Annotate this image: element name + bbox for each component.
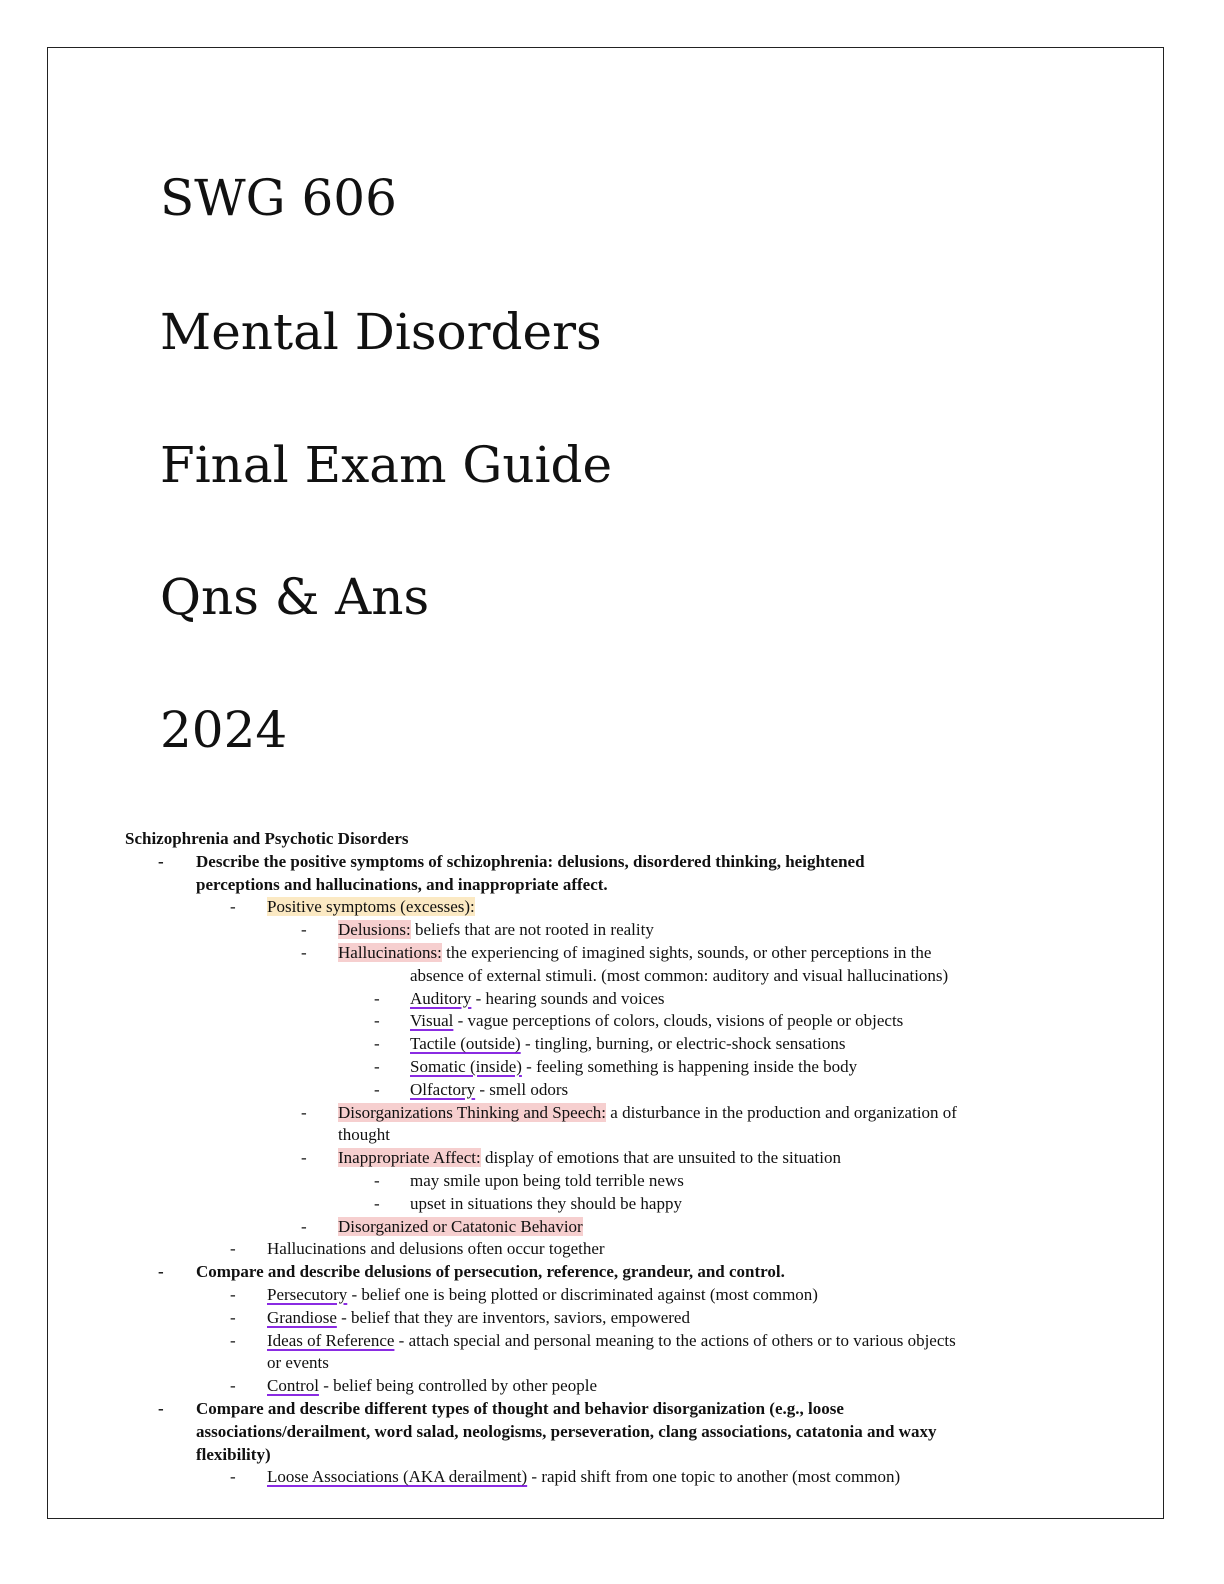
bullet: - xyxy=(374,1034,380,1054)
term-olfactory: Olfactory xyxy=(410,1079,476,1099)
bullet: - xyxy=(301,942,307,962)
bullet: - xyxy=(230,1330,236,1350)
list-item xyxy=(125,1033,1085,1056)
list-item xyxy=(125,942,1085,965)
bullet: - xyxy=(374,1193,380,1213)
list-item xyxy=(125,1147,1085,1170)
list-item xyxy=(125,1056,1085,1079)
bullet: - xyxy=(374,1079,380,1099)
term-delusions: Delusions: xyxy=(338,920,411,940)
bullet: - xyxy=(301,1102,307,1122)
study-outline xyxy=(125,828,1085,1489)
bullet: - xyxy=(230,897,236,917)
bullet: - xyxy=(301,1216,307,1236)
question-disorganization xyxy=(125,1398,1085,1421)
bullet: - xyxy=(230,1239,236,1259)
qa-label: Qns & Ans xyxy=(160,568,430,626)
definition: - belief that they are inventors, saviors, empowered xyxy=(336,1307,690,1327)
question-text-continued: flexibility) xyxy=(196,1444,271,1464)
list-item xyxy=(125,1330,1085,1353)
bullet: - xyxy=(374,988,380,1008)
definition: - belief one is being plotted or discriminated against (most common) xyxy=(347,1284,818,1304)
example: may smile upon being told terrible news xyxy=(410,1170,684,1190)
positive-symptoms-label: Positive symptoms (excesses): xyxy=(267,897,475,917)
list-item xyxy=(125,1193,1085,1216)
list-item xyxy=(125,919,1085,942)
term-catatonic-behavior: Disorganized or Catatonic Behavior xyxy=(338,1216,583,1236)
term-persecutory: Persecutory xyxy=(267,1284,348,1304)
bullet: - xyxy=(230,1467,236,1487)
course-subject: Mental Disorders xyxy=(160,303,602,361)
example: upset in situations they should be happy xyxy=(410,1193,682,1213)
list-item xyxy=(125,1216,1085,1239)
term-loose-associations: Loose Associations (AKA derailment) xyxy=(267,1467,528,1487)
definition-continued: thought xyxy=(338,1125,390,1145)
section-heading: Schizophrenia and Psychotic Disorders xyxy=(125,829,409,848)
term-control: Control xyxy=(267,1376,319,1396)
term-inappropriate-affect: Inappropriate Affect: xyxy=(338,1148,481,1168)
bullet: - xyxy=(158,1398,164,1418)
bullet: - xyxy=(158,851,164,871)
list-item xyxy=(125,1375,1085,1398)
question-delusion-types xyxy=(125,1261,1085,1284)
term-grandiose: Grandiose xyxy=(267,1307,337,1327)
definition: - smell odors xyxy=(475,1079,569,1099)
bullet: - xyxy=(374,1011,380,1031)
term-visual: Visual xyxy=(410,1011,454,1031)
term-somatic: Somatic (inside) xyxy=(410,1056,522,1076)
question-text: Compare and describe different types of thought and behavior disorganization (e.g., loose xyxy=(196,1398,844,1418)
note: Hallucinations and delusions often occur together xyxy=(267,1239,605,1259)
question-positive-symptoms xyxy=(125,851,1085,874)
list-item xyxy=(125,988,1085,1011)
definition: - belief being controlled by other people xyxy=(318,1376,597,1396)
definition: - hearing sounds and voices xyxy=(471,988,665,1008)
definition: - feeling something is happening inside the body xyxy=(521,1056,858,1076)
document-type: Final Exam Guide xyxy=(160,436,613,494)
bullet: - xyxy=(230,1376,236,1396)
list-item xyxy=(125,1466,1085,1489)
definition: - tingling, burning, or electric-shock sensations xyxy=(520,1034,846,1054)
list-item xyxy=(125,1307,1085,1330)
question-text-continued: associations/derailment, word salad, neologisms, perseveration, clang associations, catatonia and waxy xyxy=(196,1421,937,1441)
term-ideas-of-reference: Ideas of Reference xyxy=(267,1330,395,1350)
definition: display of emotions that are unsuited to the situation xyxy=(480,1148,841,1168)
definition: a disturbance in the production and organization of xyxy=(606,1102,957,1122)
definition: - vague perceptions of colors, clouds, visions of people or objects xyxy=(453,1011,904,1031)
bullet: - xyxy=(374,1056,380,1076)
course-code: SWG 606 xyxy=(160,169,397,227)
list-item xyxy=(125,1010,1085,1033)
bullet: - xyxy=(230,1284,236,1304)
question-text: Compare and describe delusions of persecution, reference, grandeur, and control. xyxy=(196,1262,785,1282)
question-text: Describe the positive symptoms of schizophrenia: delusions, disordered thinking, heightened xyxy=(196,851,865,871)
list-item xyxy=(125,1284,1085,1307)
list-item xyxy=(125,1170,1085,1193)
definition-continued: or events xyxy=(267,1353,329,1373)
question-text-continued: perceptions and hallucinations, and inappropriate affect. xyxy=(196,874,608,894)
term-hallucinations: Hallucinations: xyxy=(338,942,442,962)
term-tactile: Tactile (outside) xyxy=(410,1034,521,1054)
list-item xyxy=(125,896,1085,919)
term-disorganized-thinking: Disorganizations Thinking and Speech: xyxy=(338,1102,607,1122)
definition: the experiencing of imagined sights, sounds, or other perceptions in the xyxy=(441,942,932,962)
list-item xyxy=(125,1102,1085,1125)
bullet: - xyxy=(301,1148,307,1168)
definition: - attach special and personal meaning to the actions of others or to various objects xyxy=(394,1330,956,1350)
year: 2024 xyxy=(160,701,288,759)
definition: - rapid shift from one topic to another (most common) xyxy=(527,1467,901,1487)
bullet: - xyxy=(301,920,307,940)
list-item xyxy=(125,1079,1085,1102)
bullet: - xyxy=(230,1307,236,1327)
bullet: - xyxy=(158,1262,164,1282)
definition-continued: absence of external stimuli. (most common: auditory and visual hallucinations) xyxy=(410,965,949,985)
term-auditory: Auditory xyxy=(410,988,472,1008)
list-item xyxy=(125,1238,1085,1261)
definition: beliefs that are not rooted in reality xyxy=(410,920,654,940)
bullet: - xyxy=(374,1170,380,1190)
